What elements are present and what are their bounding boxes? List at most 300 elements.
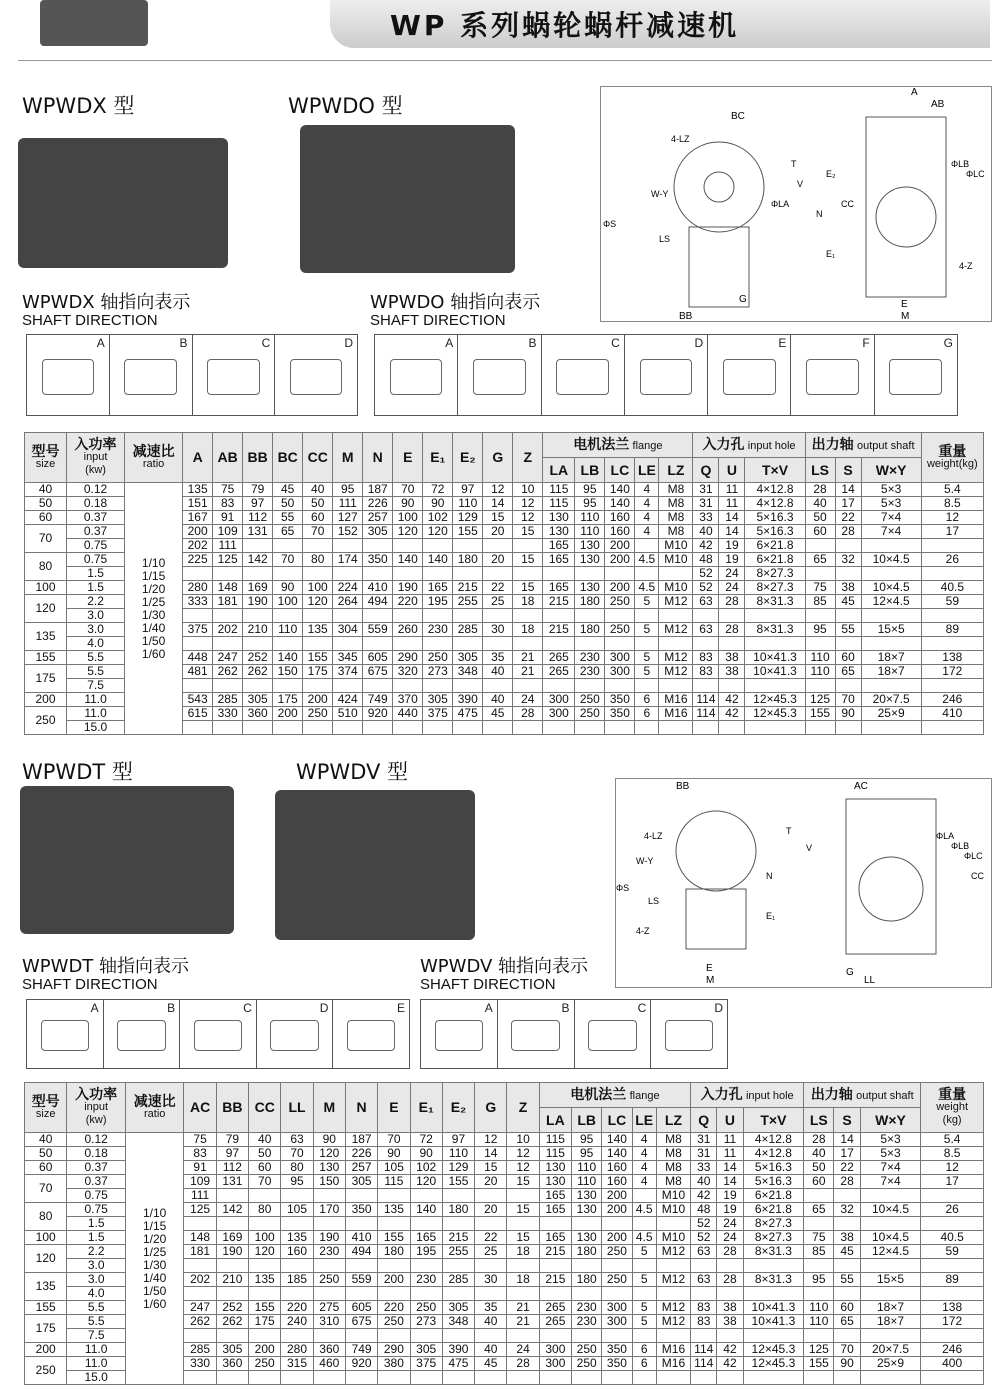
cell-value (216, 1189, 248, 1203)
cell-value: 15 (513, 553, 543, 567)
cell-value: 22 (834, 1161, 860, 1175)
cell-value: 494 (345, 1245, 377, 1259)
cell-value (693, 721, 719, 735)
wpwdx-direction-title: WPWDX 轴指向表示 (22, 292, 191, 313)
header-subcol: LZ (659, 458, 693, 483)
cell-value (835, 567, 861, 581)
cell-value: 5.4 (921, 1133, 984, 1147)
dim-label: E (901, 299, 908, 310)
cell-value: 185 (281, 1273, 313, 1287)
cell-value: 210 (243, 623, 273, 637)
cell-value: 24 (717, 1217, 743, 1231)
cell-value: 89 (921, 1273, 984, 1287)
header-subcol: LZ (656, 1108, 690, 1133)
wpwdx-shaft-direction-panel (26, 334, 358, 416)
header-subcol: LB (575, 458, 605, 483)
dim-label: BB (679, 311, 693, 321)
cell-value: 24 (717, 1231, 743, 1245)
cell-value (249, 1371, 281, 1385)
cell-value: 135 (183, 483, 213, 497)
cell-value: 250 (572, 1357, 602, 1371)
cell-value (861, 609, 921, 623)
cell-value (393, 721, 423, 735)
cell-value: 26 (921, 553, 983, 567)
header-subcol: S (835, 458, 861, 483)
cell-value (602, 1371, 632, 1385)
cell-value: 262 (184, 1315, 216, 1329)
cell-value (691, 1329, 717, 1343)
cell-value: 20 (475, 1203, 507, 1217)
cell-value (635, 567, 659, 581)
cell-value: 40 (483, 665, 513, 679)
dim-label: ΦLA (771, 199, 790, 209)
cell-value: 31 (691, 1133, 717, 1147)
cell-value: 5×3 (861, 497, 921, 511)
cell-value: 25×9 (861, 707, 921, 721)
cell-value: 172 (921, 1315, 984, 1329)
cell-value: 70 (834, 1343, 860, 1357)
cell-value (659, 637, 693, 651)
dim-label: AB (931, 99, 945, 110)
cell-value: 15 (507, 1203, 539, 1217)
cell-value: 5 (635, 665, 659, 679)
cell-value: 110 (575, 511, 605, 525)
cell-value: 28 (835, 525, 861, 539)
ratio-value: 1/50 (143, 1283, 167, 1298)
cell-value (281, 1259, 313, 1273)
cell-value: 63 (281, 1133, 313, 1147)
cell-size: 80 (25, 1203, 67, 1231)
cell-value (861, 721, 921, 735)
cell-value (835, 637, 861, 651)
cell-size: 200 (25, 693, 67, 707)
cell-value (213, 637, 243, 651)
cell-value (333, 679, 363, 693)
cell-value: 165 (423, 581, 453, 595)
cell-value: 42 (719, 693, 745, 707)
cell-value (453, 679, 483, 693)
cell-value: 114 (693, 693, 719, 707)
wpwdt-shaft-direction-panel (26, 999, 410, 1069)
cell-value: 348 (453, 665, 483, 679)
cell-value: 375 (410, 1357, 442, 1371)
cell-power: 7.5 (67, 1329, 126, 1343)
cell-value: 100 (273, 595, 303, 609)
cell-power: 2.2 (67, 1245, 126, 1259)
header-power-line: 入功率 (75, 1086, 118, 1102)
cell-value: 25×9 (860, 1357, 921, 1371)
cell-value (860, 1371, 921, 1385)
cell-value (423, 567, 453, 581)
cell-value: 60 (835, 651, 861, 665)
ratio-value: 1/40 (143, 1270, 167, 1285)
cell-value: 250 (602, 1245, 632, 1259)
cell-value: 130 (539, 1175, 571, 1189)
cell-value: 52 (693, 567, 719, 581)
cell-value: 4.5 (635, 553, 659, 567)
cell-value: 15 (513, 581, 543, 595)
cell-value: M8 (659, 525, 693, 539)
cell-value: 100 (303, 581, 333, 595)
cell-value: 114 (691, 1343, 717, 1357)
cell-value: 18×7 (861, 665, 921, 679)
cell-value (743, 1287, 804, 1301)
cell-value: 175 (273, 693, 303, 707)
cell-value: 48 (693, 553, 719, 567)
cell-value: 115 (539, 1133, 571, 1147)
cell-value: 333 (183, 595, 213, 609)
header-flange-label-en: flange (629, 1089, 660, 1102)
cell-value (183, 637, 213, 651)
cell-value: 481 (183, 665, 213, 679)
cell-value: 4.5 (635, 581, 659, 595)
cell-value (513, 539, 543, 553)
cell-value (719, 721, 745, 735)
cell-value: 15 (475, 1161, 507, 1175)
cell-value (539, 1217, 571, 1231)
cell-value (442, 1371, 474, 1385)
cell-power: 0.75 (67, 1203, 126, 1217)
cell-value (745, 679, 805, 693)
cell-value (216, 1287, 248, 1301)
cell-value: 230 (410, 1273, 442, 1287)
cell-value: 5×16.3 (745, 525, 805, 539)
cell-value: M12 (656, 1315, 690, 1329)
cell-value: 12 (921, 511, 983, 525)
cell-value: 6×21.8 (743, 1203, 804, 1217)
cell-value (632, 1371, 656, 1385)
cell-value: 28 (719, 623, 745, 637)
cell-value (281, 1371, 313, 1385)
cell-value (303, 721, 333, 735)
cell-value: 160 (281, 1245, 313, 1259)
cell-value: 215 (543, 595, 575, 609)
cell-value (543, 721, 575, 735)
cell-value (216, 1329, 248, 1343)
cell-value: 8×27.3 (745, 567, 805, 581)
cell-value: 350 (602, 1357, 632, 1371)
cell-value: 4 (632, 1147, 656, 1161)
cell-value: 42 (691, 1189, 717, 1203)
cell-value (483, 609, 513, 623)
header-input-hole (691, 1083, 804, 1108)
wpwdv-direction-title: WPWDV 轴指向表示 (420, 956, 589, 977)
cell-size: 250 (25, 707, 67, 735)
cell-value (834, 1217, 860, 1231)
cell-size: 155 (25, 1301, 67, 1315)
cell-power: 0.37 (67, 1161, 126, 1175)
cell-value: 4×12.8 (743, 1147, 804, 1161)
header-ratio-line: ratio (143, 1107, 166, 1120)
cell-value (442, 1259, 474, 1273)
cell-value (921, 1189, 984, 1203)
cell-value: 160 (602, 1161, 632, 1175)
cell-ratio (125, 1133, 184, 1385)
cell-value (363, 721, 393, 735)
cell-value: 5×16.3 (743, 1161, 804, 1175)
cell-value (507, 1189, 539, 1203)
cell-value: 20 (483, 525, 513, 539)
cell-value: 285 (213, 693, 243, 707)
cell-value: 475 (453, 707, 483, 721)
cell-value: 305 (410, 1343, 442, 1357)
cell-value: 83 (691, 1301, 717, 1315)
cell-value: 615 (183, 707, 213, 721)
cell-value (921, 1259, 984, 1273)
cell-value: 4 (635, 497, 659, 511)
cell-value: 246 (921, 1343, 984, 1357)
header-flange-label: 电机法兰 (570, 1085, 627, 1102)
cell-value: 19 (719, 553, 745, 567)
cell-value: 22 (483, 581, 513, 595)
cell-value (273, 609, 303, 623)
cell-value (363, 567, 393, 581)
dimension-drawing-bottom-svg (616, 779, 991, 987)
cell-value: 55 (834, 1273, 860, 1287)
cell-value (393, 567, 423, 581)
dim-label: V (797, 179, 804, 189)
cell-value (513, 721, 543, 735)
header-flange-label-en: flange (632, 439, 663, 452)
cell-value: 305 (442, 1301, 474, 1315)
cell-value: 12×45.3 (745, 707, 805, 721)
cell-value: 4 (632, 1161, 656, 1175)
cell-value: 12 (507, 1161, 539, 1175)
cell-value: 75 (213, 483, 243, 497)
header-subcol: LC (605, 458, 635, 483)
cell-value: 6 (632, 1343, 656, 1357)
cell-value: 175 (303, 665, 333, 679)
cell-value: 202 (213, 623, 243, 637)
cell-value: 65 (273, 525, 303, 539)
cell-value: 70 (835, 693, 861, 707)
cell-value: 6×21.8 (745, 553, 805, 567)
cell-value: 63 (693, 623, 719, 637)
cell-value: 20 (483, 553, 513, 567)
cell-value: 559 (363, 623, 393, 637)
header-dim: G (483, 433, 513, 483)
cell-value: 4.5 (632, 1231, 656, 1245)
cell-value: 200 (602, 1203, 632, 1217)
cell-value: 285 (442, 1273, 474, 1287)
cell-size: 50 (25, 497, 67, 511)
cell-value (183, 679, 213, 693)
cell-value: 262 (216, 1315, 248, 1329)
cell-value: 110 (453, 497, 483, 511)
cell-value: 142 (216, 1203, 248, 1217)
cell-value (860, 1287, 921, 1301)
cell-value: 33 (693, 511, 719, 525)
cell-value: 90 (313, 1133, 345, 1147)
cell-value (834, 1329, 860, 1343)
cell-value: 70 (303, 525, 333, 539)
cell-value: 920 (363, 707, 393, 721)
cell-value: 410 (921, 707, 983, 721)
header-subcol: LS (804, 1108, 834, 1133)
cell-value: 135 (378, 1203, 410, 1217)
cell-value: 300 (602, 1315, 632, 1329)
cell-value: 675 (363, 665, 393, 679)
cell-value (345, 1287, 377, 1301)
cell-value: 360 (313, 1343, 345, 1357)
direction-diagram: D (625, 335, 708, 415)
ratio-value: 1/60 (143, 1296, 167, 1311)
cell-power: 2.2 (67, 595, 125, 609)
cell-value: 95 (572, 1147, 602, 1161)
cell-value (475, 1189, 507, 1203)
cell-value: 12 (475, 1133, 507, 1147)
cell-value: 24 (719, 581, 745, 595)
cell-value: 19 (719, 539, 745, 553)
cell-value: 18 (507, 1273, 539, 1287)
cell-value: 260 (393, 623, 423, 637)
cell-power: 0.37 (67, 1175, 126, 1189)
cell-value: 95 (575, 483, 605, 497)
cell-value: 230 (572, 1315, 602, 1329)
cell-value: 250 (575, 707, 605, 721)
header-dim: E₁ (410, 1083, 442, 1133)
direction-diagram: C (575, 1000, 652, 1068)
cell-value (605, 679, 635, 693)
cell-value (303, 539, 333, 553)
cell-value: 262 (213, 665, 243, 679)
cell-value: 255 (453, 595, 483, 609)
cell-value: 40 (693, 525, 719, 539)
cell-power: 11.0 (67, 707, 125, 721)
cell-value (303, 679, 333, 693)
cell-value (507, 1287, 539, 1301)
cell-value: 10×41.3 (745, 651, 805, 665)
cell-value: 165 (543, 581, 575, 595)
cell-value: 135 (281, 1231, 313, 1245)
cell-value (483, 721, 513, 735)
cell-value: 12 (483, 483, 513, 497)
ratio-value: 1/15 (141, 568, 166, 583)
cell-value (333, 721, 363, 735)
header-dim: E₁ (423, 433, 453, 483)
cell-value: 152 (333, 525, 363, 539)
cell-value (632, 1217, 656, 1231)
dim-label: E₁ (826, 249, 836, 259)
cell-value: 257 (363, 511, 393, 525)
cell-value (635, 609, 659, 623)
cell-value: 200 (605, 581, 635, 595)
cell-value (860, 1217, 921, 1231)
cell-value (860, 1189, 921, 1203)
cell-power: 0.37 (67, 511, 125, 525)
cell-power: 5.5 (67, 1315, 126, 1329)
cell-value: 8×27.3 (743, 1217, 804, 1231)
cell-value (453, 721, 483, 735)
cell-value: 4×12.8 (743, 1133, 804, 1147)
cell-value: M10 (659, 581, 693, 595)
cell-value: 255 (442, 1245, 474, 1259)
cell-value (281, 1217, 313, 1231)
cell-value: 142 (243, 553, 273, 567)
cell-value: 17 (921, 525, 983, 539)
cell-value: 155 (249, 1301, 281, 1315)
cell-value: 350 (345, 1203, 377, 1217)
cell-value (602, 1287, 632, 1301)
cell-value: 55 (835, 623, 861, 637)
divider (18, 60, 992, 61)
cell-value (183, 609, 213, 623)
cell-value (635, 637, 659, 651)
dim-label: W-Y (651, 189, 669, 199)
cell-value: 33 (691, 1161, 717, 1175)
cell-value (921, 609, 983, 623)
cell-value: M16 (659, 707, 693, 721)
cell-value: 250 (575, 693, 605, 707)
cell-power: 15.0 (67, 1371, 126, 1385)
cell-value (543, 609, 575, 623)
cell-value (363, 609, 393, 623)
cell-value: 135 (303, 623, 333, 637)
cell-value: 200 (378, 1273, 410, 1287)
cell-value (745, 637, 805, 651)
cell-value: 280 (281, 1343, 313, 1357)
cell-value (393, 637, 423, 651)
cell-value (860, 1329, 921, 1343)
cell-value: 28 (834, 1175, 860, 1189)
cell-value (475, 1371, 507, 1385)
header-power-line: input (84, 1101, 109, 1113)
cell-value (410, 1371, 442, 1385)
cell-value: M12 (656, 1245, 690, 1259)
cell-value: 80 (303, 553, 333, 567)
cell-value: 40 (475, 1343, 507, 1357)
cell-value: 195 (410, 1245, 442, 1259)
cell-value: 230 (575, 651, 605, 665)
cell-value: 230 (423, 623, 453, 637)
cell-value: 6 (635, 707, 659, 721)
cell-value: 79 (243, 483, 273, 497)
page-title: WP 系列蜗轮蜗杆减速机 (390, 9, 740, 42)
cell-value: 18×7 (860, 1315, 921, 1329)
cell-value: 264 (333, 595, 363, 609)
cell-value: 45 (483, 707, 513, 721)
cell-value: 167 (183, 511, 213, 525)
dim-label: V (806, 843, 813, 853)
cell-value: 181 (213, 595, 243, 609)
cell-value: 10 (513, 483, 543, 497)
cell-value (921, 567, 983, 581)
cell-value: 18 (507, 1245, 539, 1259)
cell-value: 424 (333, 693, 363, 707)
cell-value: 14 (719, 511, 745, 525)
cell-value: 273 (423, 665, 453, 679)
cell-value: 10×41.3 (745, 665, 805, 679)
cell-value (213, 567, 243, 581)
cell-value (442, 1189, 474, 1203)
cell-value (378, 1189, 410, 1203)
dim-label: E₂ (826, 169, 836, 179)
cell-value: 15 (507, 1175, 539, 1189)
cell-size: 175 (25, 665, 67, 693)
cell-value: 330 (184, 1357, 216, 1371)
cell-value: 140 (602, 1147, 632, 1161)
cell-power: 3.0 (67, 609, 125, 623)
cell-value (213, 609, 243, 623)
header-output-shaft-label-en: output shaft (857, 439, 915, 452)
cell-size: 155 (25, 651, 67, 665)
header-weight-line: 重量 (938, 442, 967, 459)
cell-power: 0.18 (67, 1147, 126, 1161)
cell-value (804, 1189, 834, 1203)
cell-value: 60 (303, 511, 333, 525)
cell-value (345, 1189, 377, 1203)
dim-label: N (816, 209, 823, 219)
